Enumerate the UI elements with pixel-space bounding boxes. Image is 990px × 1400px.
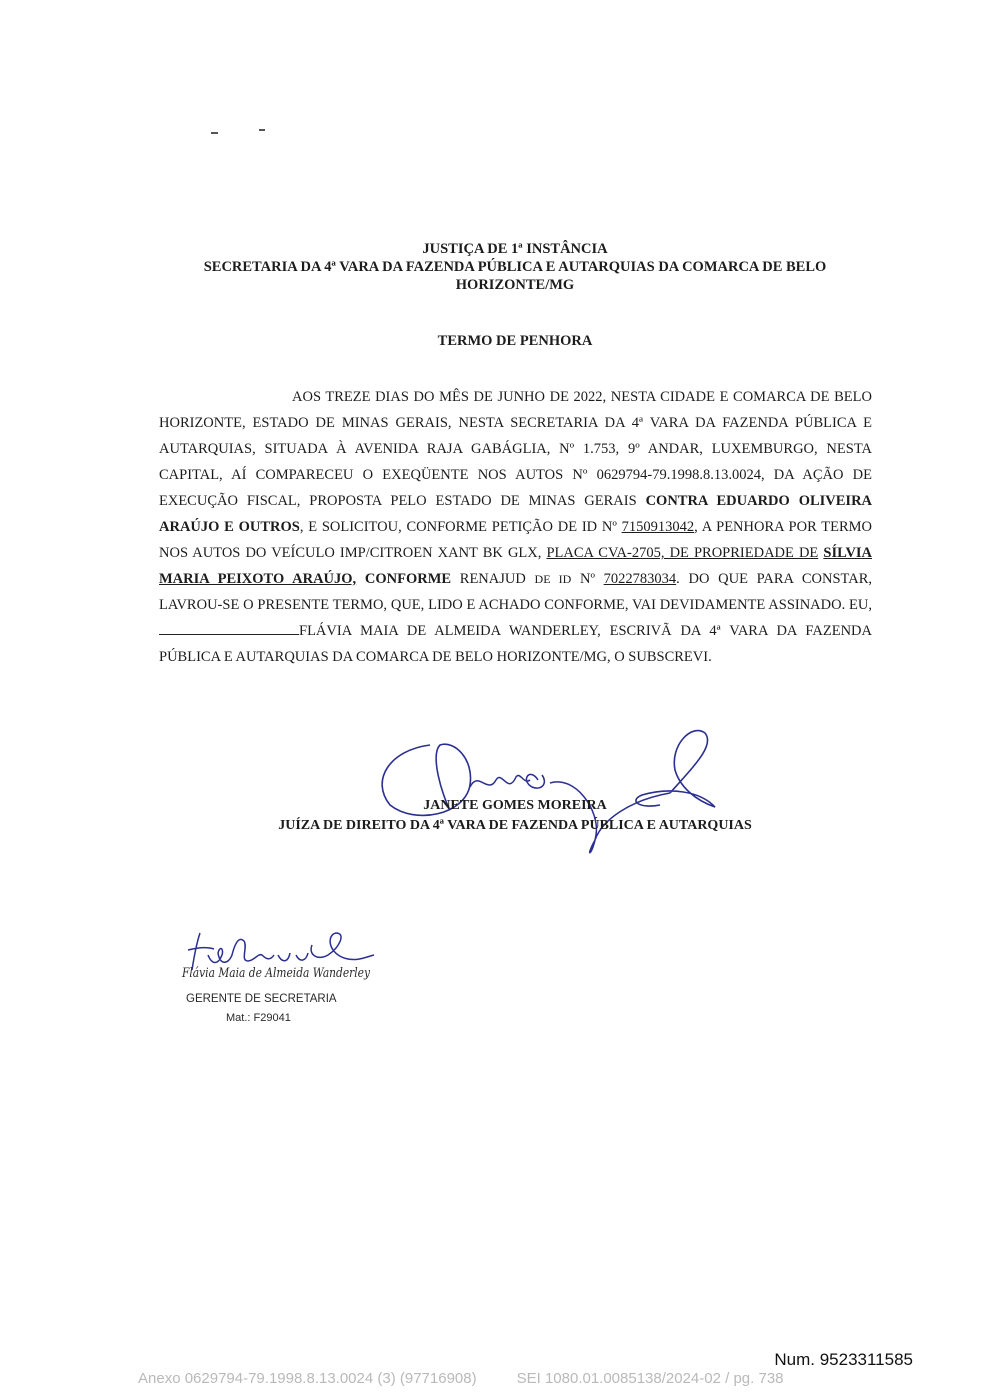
defendant: CONTRA EDUARDO OLIVEIRA ARAÚJO E OUTROS: [159, 493, 873, 535]
document-number: Num. 9523311585: [774, 1350, 913, 1369]
conforme-label: CONFORME: [364, 571, 452, 587]
scan-speck: [259, 129, 265, 131]
clerk-stamp-role: GERENTE DE SECRETARIA: [186, 993, 337, 1005]
number-label: Nº: [579, 571, 595, 587]
body-text-1: AOS TREZE DIAS DO MÊS DE JUNHO DE 2022, NESTA CIDADE E COMARCA DE BELO HORIZONTE, ESTADO DE MINAS GERAIS, NESTA SECRETARIA DA 4ª VARA DA FAZENDA PÚBLICA E AUTARQUIAS, SITUADA À AVENIDA RAJA GABÁGLIA, Nº 1.753, 9º ANDAR, LUXEMBURGO, NESTA CAPITAL, AÍ COMPARECEU O EXEQÜENTE NOS AUTOS Nº: [159, 389, 872, 483]
body-text-2: , DA AÇÃO DE EXECUÇÃO FISCAL, PROPOSTA PELO ESTADO DE MINAS GERAIS: [159, 467, 872, 509]
court-header: [150, 240, 880, 294]
judge-name: JANETE GOMES MOREIRA: [423, 798, 607, 813]
header-line-2: SECRETARIA DA 4ª VARA DA FAZENDA PÚBLICA E AUTARQUIAS DA COMARCA DE BELO: [203, 259, 827, 275]
body-text-4: , A PENHORA POR TERMO NOS AUTOS DO VEÍCULO IMP/CITROEN XANT BK GLX,: [159, 519, 873, 561]
petition-id: 7150913042: [621, 519, 695, 535]
process-number: 0629794-79.1998.8.13.0024: [596, 467, 761, 483]
signature-blank: [159, 620, 299, 635]
page-footer: [138, 1370, 784, 1387]
header-line-1: JUSTIÇA DE 1ª INSTÂNCIA: [422, 241, 608, 257]
header-line-3: HORIZONTE/MG: [455, 277, 575, 293]
de-id-label: DE ID: [534, 572, 572, 586]
clerk-stamp-name: Flávia Maia de Almeida Wanderley: [182, 966, 371, 981]
clerk-stamp-registration: Mat.: F29041: [226, 1012, 291, 1024]
body-text-5: . DO QUE PARA CONSTAR, LAVROU-SE O PRESENTE TERMO, QUE, LIDO E ACHADO CONFORME, VAI DEVIDAMENTE ASSINADO. EU,: [159, 571, 873, 613]
footer-sei: SEI 1080.01.0085138/2024-02 / pg. 738: [516, 1370, 784, 1387]
renajud-label: RENAJUD: [459, 571, 526, 587]
renajud-id: 7022783034: [603, 571, 677, 587]
body-text-3: , E SOLICITOU, CONFORME PETIÇÃO DE ID Nº: [299, 519, 617, 535]
footer-annex: Anexo 0629794-79.1998.8.13.0024 (3) (97716908): [138, 1370, 477, 1387]
judge-role: JUÍZA DE DIREITO DA 4ª VARA DE FAZENDA PÚBLICA E AUTARQUIAS: [278, 818, 752, 833]
scan-speck: [211, 132, 218, 134]
document-title: TERMO DE PENHORA: [437, 333, 593, 349]
vehicle-plate: PLACA CVA-2705, DE PROPRIEDADE DE: [546, 545, 819, 561]
judge-signature-icon: [370, 725, 730, 865]
vehicle-owner: SÍLVIA MARIA PEIXOTO ARAÚJO,: [159, 545, 873, 587]
document-body: [159, 384, 872, 670]
body-text-6: FLÁVIA MAIA DE ALMEIDA WANDERLEY, ESCRIVÃ DA 4ª VARA DA FAZENDA PÚBLICA E AUTARQUIAS DA COMARCA DE BELO HORIZONTE/MG, O SUBSCREVI.: [159, 623, 872, 665]
